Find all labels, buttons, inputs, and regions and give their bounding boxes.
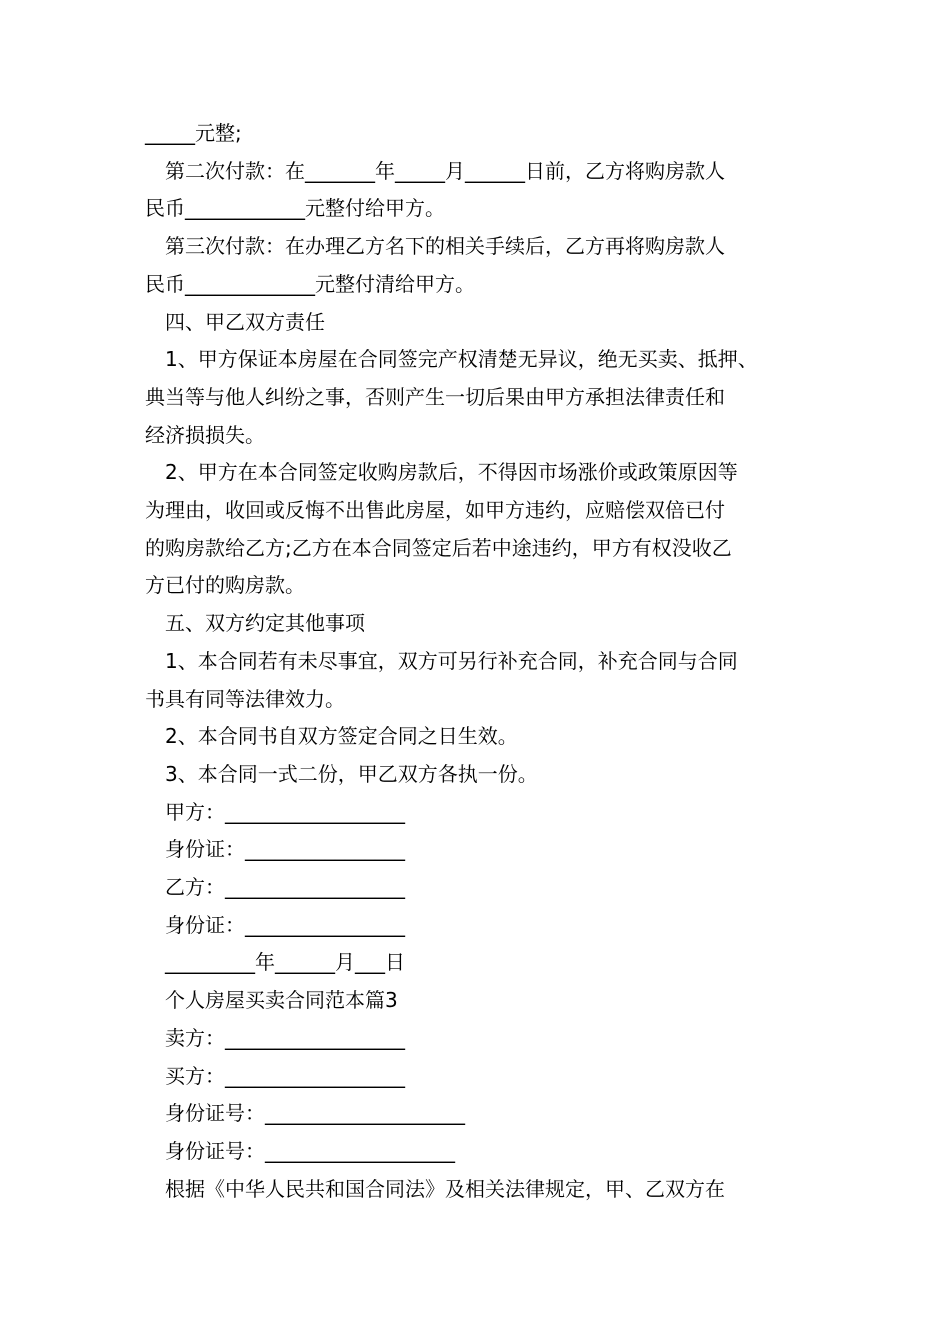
- text-line: 四、甲乙双方责任: [165, 309, 325, 334]
- text-line: 民币_____________元整付清给甲方。: [145, 271, 475, 296]
- text-line: _________年______月___日: [165, 950, 405, 975]
- text-line: 五、双方约定其他事项: [165, 611, 365, 636]
- text-line: 第三次付款：在办理乙方名下的相关手续后，乙方再将购房款人: [165, 234, 725, 259]
- text-line: 身份证号：____________________: [165, 1101, 465, 1126]
- text-line: 乙方：__________________: [165, 875, 405, 900]
- text-line: 第二次付款：在_______年_____月______日前，乙方将购房款人: [165, 158, 725, 183]
- text-line: 根据《中华人民共和国合同法》及相关法律规定，甲、乙双方在: [165, 1176, 725, 1201]
- text-line: 典当等与他人纠纷之事，否则产生一切后果由甲方承担法律责任和: [145, 384, 725, 409]
- text-line: 1、甲方保证本房屋在合同签完产权清楚无异议，绝无买卖、抵押、: [165, 347, 758, 372]
- text-line: 身份证：________________: [165, 912, 405, 937]
- text-line: 民币____________元整付给甲方。: [145, 196, 445, 221]
- text-line: 个人房屋买卖合同范本篇3: [165, 988, 398, 1013]
- text-line: _____元整;: [145, 121, 242, 145]
- contract-text-body: [145, 115, 825, 1208]
- text-line: 经济损损失。: [145, 422, 265, 447]
- text-line: 2、本合同书自双方签定合同之日生效。: [165, 724, 518, 749]
- text-line: 1、本合同若有未尽事宜，双方可另行补充合同，补充合同与合同: [165, 648, 738, 673]
- text-line: 2、甲方在本合同签定收购房款后，不得因市场涨价或政策原因等: [165, 460, 738, 485]
- text-line: 身份证：________________: [165, 837, 405, 862]
- text-line: 方已付的购房款。: [145, 573, 305, 598]
- text-line: 3、本合同一式二份，甲乙双方各执一份。: [165, 761, 538, 786]
- text-line: 书具有同等法律效力。: [145, 686, 345, 711]
- text-line: 甲方：__________________: [165, 799, 405, 824]
- text-line: 的购房款给乙方;乙方在本合同签定后若中途违约，甲方有权没收乙: [145, 535, 732, 560]
- text-line: 买方：__________________: [165, 1063, 405, 1088]
- text-line: 身份证号：___________________: [165, 1138, 455, 1163]
- text-line: 为理由，收回或反悔不出售此房屋，如甲方违约，应赔偿双倍已付: [145, 498, 725, 523]
- text-line: 卖方：__________________: [165, 1025, 405, 1050]
